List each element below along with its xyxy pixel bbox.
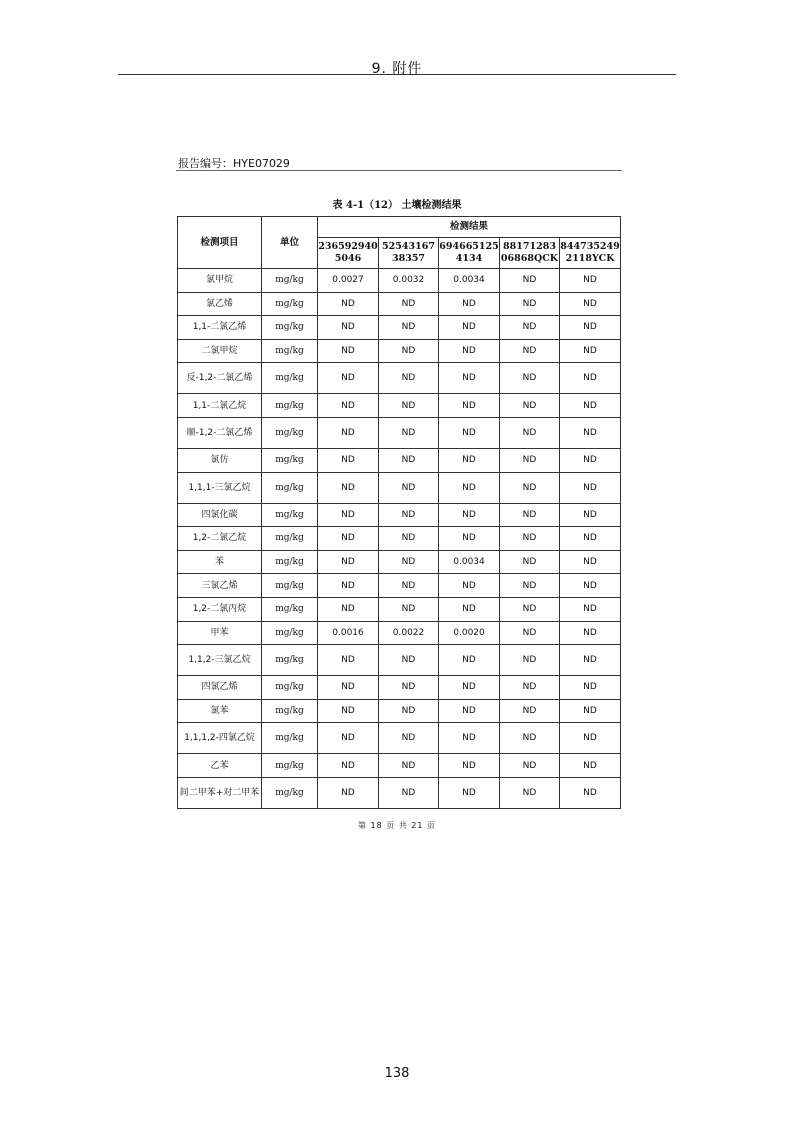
report-divider xyxy=(176,170,622,171)
result-cell: ND xyxy=(500,448,560,472)
unit-cell: mg/kg xyxy=(262,723,318,754)
unit-cell: mg/kg xyxy=(262,292,318,316)
analyte-name: 氯苯 xyxy=(178,699,262,723)
analyte-name: 1,2-二氯乙烷 xyxy=(178,527,262,551)
result-cell: ND xyxy=(318,394,379,418)
result-cell: ND xyxy=(439,777,500,808)
page-note: 第 18 页 共 21 页 xyxy=(357,821,437,830)
unit-cell: mg/kg xyxy=(262,527,318,551)
result-cell: 0.0027 xyxy=(318,269,379,293)
analyte-name: 三氯乙烯 xyxy=(178,574,262,598)
analyte-name: 1,2-二氯丙烷 xyxy=(178,597,262,621)
table-row xyxy=(178,723,621,754)
result-cell: ND xyxy=(318,723,379,754)
result-cell: ND xyxy=(500,550,560,574)
result-cell: ND xyxy=(318,754,379,778)
result-cell: ND xyxy=(560,292,621,316)
result-cell: ND xyxy=(500,503,560,527)
analyte-name: 乙苯 xyxy=(178,754,262,778)
sample-id-header: 5254316738357 xyxy=(379,238,439,269)
table-row xyxy=(178,597,621,621)
analyte-name: 反-1,2-二氯乙烯 xyxy=(178,363,262,394)
result-cell: ND xyxy=(439,699,500,723)
analyte-name: 1,1,1-三氯乙烷 xyxy=(178,472,262,503)
analyte-name: 间二甲苯+对二甲苯 xyxy=(178,777,262,808)
result-cell: ND xyxy=(500,754,560,778)
sample-id-header: 8817128306868QCK xyxy=(500,238,560,269)
result-cell: ND xyxy=(560,754,621,778)
result-cell: ND xyxy=(379,292,439,316)
result-cell: ND xyxy=(560,777,621,808)
analyte-name: 1,1-二氯乙烯 xyxy=(178,316,262,340)
column-header-results: 检测结果 xyxy=(318,217,621,238)
result-cell: ND xyxy=(500,292,560,316)
result-cell: ND xyxy=(318,472,379,503)
result-cell: ND xyxy=(318,676,379,700)
analyte-name: 氯乙烯 xyxy=(178,292,262,316)
sample-id-header: 2365929405046 xyxy=(318,238,379,269)
result-cell: ND xyxy=(500,527,560,551)
result-cell: ND xyxy=(318,363,379,394)
unit-cell: mg/kg xyxy=(262,777,318,808)
result-cell: ND xyxy=(379,339,439,363)
unit-cell: mg/kg xyxy=(262,645,318,676)
result-cell: ND xyxy=(318,597,379,621)
result-cell: ND xyxy=(379,316,439,340)
analyte-name: 苯 xyxy=(178,550,262,574)
report-number: 报告编号：HYE07029 xyxy=(178,157,290,170)
analyte-name: 氯仿 xyxy=(178,448,262,472)
result-cell: ND xyxy=(500,645,560,676)
table-row xyxy=(178,394,621,418)
table-row xyxy=(178,676,621,700)
result-cell: ND xyxy=(379,699,439,723)
analyte-name: 氯甲烷 xyxy=(178,269,262,293)
result-cell: ND xyxy=(379,527,439,551)
result-cell: ND xyxy=(560,316,621,340)
result-cell: ND xyxy=(439,363,500,394)
result-cell: 0.0034 xyxy=(439,269,500,293)
result-cell: ND xyxy=(560,417,621,448)
result-cell: ND xyxy=(500,363,560,394)
result-cell: ND xyxy=(379,723,439,754)
result-cell: ND xyxy=(439,448,500,472)
unit-cell: mg/kg xyxy=(262,621,318,645)
unit-cell: mg/kg xyxy=(262,448,318,472)
result-cell: ND xyxy=(318,574,379,598)
table-row xyxy=(178,417,621,448)
result-cell: ND xyxy=(318,316,379,340)
result-cell: ND xyxy=(560,597,621,621)
result-cell: ND xyxy=(379,550,439,574)
result-cell: 0.0034 xyxy=(439,550,500,574)
table-row xyxy=(178,316,621,340)
unit-cell: mg/kg xyxy=(262,363,318,394)
result-cell: ND xyxy=(439,645,500,676)
table-row xyxy=(178,574,621,598)
analyte-name: 二氯甲烷 xyxy=(178,339,262,363)
result-cell: ND xyxy=(318,550,379,574)
table-row xyxy=(178,448,621,472)
page-number: 138 xyxy=(384,1066,410,1081)
table-row xyxy=(178,550,621,574)
result-cell: ND xyxy=(560,574,621,598)
unit-cell: mg/kg xyxy=(262,676,318,700)
result-cell: ND xyxy=(500,394,560,418)
table-row xyxy=(178,621,621,645)
result-cell: ND xyxy=(318,292,379,316)
result-cell: ND xyxy=(379,574,439,598)
table-row xyxy=(178,527,621,551)
sample-id-header: 8447352492118YCK xyxy=(560,238,621,269)
unit-cell: mg/kg xyxy=(262,417,318,448)
result-cell: ND xyxy=(379,645,439,676)
unit-cell: mg/kg xyxy=(262,574,318,598)
result-cell: ND xyxy=(439,472,500,503)
result-cell: ND xyxy=(318,417,379,448)
table-row xyxy=(178,645,621,676)
table-row xyxy=(178,699,621,723)
column-header-item: 检测项目 xyxy=(178,217,262,269)
result-cell: ND xyxy=(560,269,621,293)
result-cell: ND xyxy=(379,394,439,418)
result-cell: ND xyxy=(439,723,500,754)
result-cell: 0.0020 xyxy=(439,621,500,645)
table-caption: 表 4-1（12） 土壤检测结果 xyxy=(332,200,462,211)
result-cell: ND xyxy=(439,676,500,700)
table-row xyxy=(178,503,621,527)
result-cell: 0.0032 xyxy=(379,269,439,293)
unit-cell: mg/kg xyxy=(262,503,318,527)
result-cell: ND xyxy=(318,503,379,527)
result-cell: ND xyxy=(379,676,439,700)
analyte-name: 1,1,2-三氯乙烷 xyxy=(178,645,262,676)
result-cell: ND xyxy=(560,503,621,527)
result-cell: ND xyxy=(439,503,500,527)
result-cell: ND xyxy=(439,339,500,363)
unit-cell: mg/kg xyxy=(262,472,318,503)
unit-cell: mg/kg xyxy=(262,550,318,574)
result-cell: ND xyxy=(379,363,439,394)
table-row xyxy=(178,472,621,503)
analyte-name: 四氯化碳 xyxy=(178,503,262,527)
result-cell: ND xyxy=(500,574,560,598)
result-cell: ND xyxy=(500,417,560,448)
table-row xyxy=(178,777,621,808)
result-cell: ND xyxy=(318,777,379,808)
analyte-name: 1,1-二氯乙烷 xyxy=(178,394,262,418)
result-cell: 0.0016 xyxy=(318,621,379,645)
result-cell: ND xyxy=(439,394,500,418)
analyte-name: 甲苯 xyxy=(178,621,262,645)
unit-cell: mg/kg xyxy=(262,269,318,293)
analyte-name: 1,1,1,2-四氯乙烷 xyxy=(178,723,262,754)
result-cell: ND xyxy=(439,754,500,778)
unit-cell: mg/kg xyxy=(262,339,318,363)
result-cell: ND xyxy=(379,597,439,621)
sample-id-header: 6946651254134 xyxy=(439,238,500,269)
result-cell: ND xyxy=(439,292,500,316)
result-cell: ND xyxy=(560,394,621,418)
analyte-name: 顺-1,2-二氯乙烯 xyxy=(178,417,262,448)
result-cell: ND xyxy=(560,621,621,645)
result-cell: ND xyxy=(560,676,621,700)
result-cell: ND xyxy=(318,527,379,551)
result-cell: ND xyxy=(500,723,560,754)
result-cell: 0.0022 xyxy=(379,621,439,645)
column-header-unit: 单位 xyxy=(262,217,318,269)
result-cell: ND xyxy=(500,777,560,808)
result-cell: ND xyxy=(500,339,560,363)
result-cell: ND xyxy=(500,676,560,700)
result-cell: ND xyxy=(318,645,379,676)
result-cell: ND xyxy=(439,597,500,621)
result-cell: ND xyxy=(439,417,500,448)
table-row xyxy=(178,363,621,394)
soil-results-table xyxy=(177,216,621,809)
result-cell: ND xyxy=(379,448,439,472)
result-cell: ND xyxy=(560,723,621,754)
table-row xyxy=(178,339,621,363)
result-cell: ND xyxy=(500,269,560,293)
result-cell: ND xyxy=(318,339,379,363)
result-cell: ND xyxy=(439,316,500,340)
unit-cell: mg/kg xyxy=(262,754,318,778)
result-cell: ND xyxy=(318,699,379,723)
result-cell: ND xyxy=(318,448,379,472)
result-cell: ND xyxy=(439,574,500,598)
result-cell: ND xyxy=(379,417,439,448)
result-cell: ND xyxy=(560,550,621,574)
result-cell: ND xyxy=(560,699,621,723)
result-cell: ND xyxy=(560,645,621,676)
result-cell: ND xyxy=(439,527,500,551)
result-cell: ND xyxy=(500,699,560,723)
result-cell: ND xyxy=(560,527,621,551)
unit-cell: mg/kg xyxy=(262,394,318,418)
result-cell: ND xyxy=(500,597,560,621)
table-row xyxy=(178,754,621,778)
result-cell: ND xyxy=(560,363,621,394)
unit-cell: mg/kg xyxy=(262,316,318,340)
result-cell: ND xyxy=(500,472,560,503)
result-cell: ND xyxy=(379,472,439,503)
result-cell: ND xyxy=(560,339,621,363)
unit-cell: mg/kg xyxy=(262,699,318,723)
result-cell: ND xyxy=(379,754,439,778)
result-cell: ND xyxy=(379,503,439,527)
result-cell: ND xyxy=(500,316,560,340)
result-cell: ND xyxy=(560,448,621,472)
result-cell: ND xyxy=(500,621,560,645)
analyte-name: 四氯乙烯 xyxy=(178,676,262,700)
result-cell: ND xyxy=(560,472,621,503)
header-divider xyxy=(118,74,676,75)
page-header-title: 9. 附件 xyxy=(371,61,423,77)
table-row xyxy=(178,292,621,316)
result-cell: ND xyxy=(379,777,439,808)
unit-cell: mg/kg xyxy=(262,597,318,621)
table-row xyxy=(178,269,621,293)
